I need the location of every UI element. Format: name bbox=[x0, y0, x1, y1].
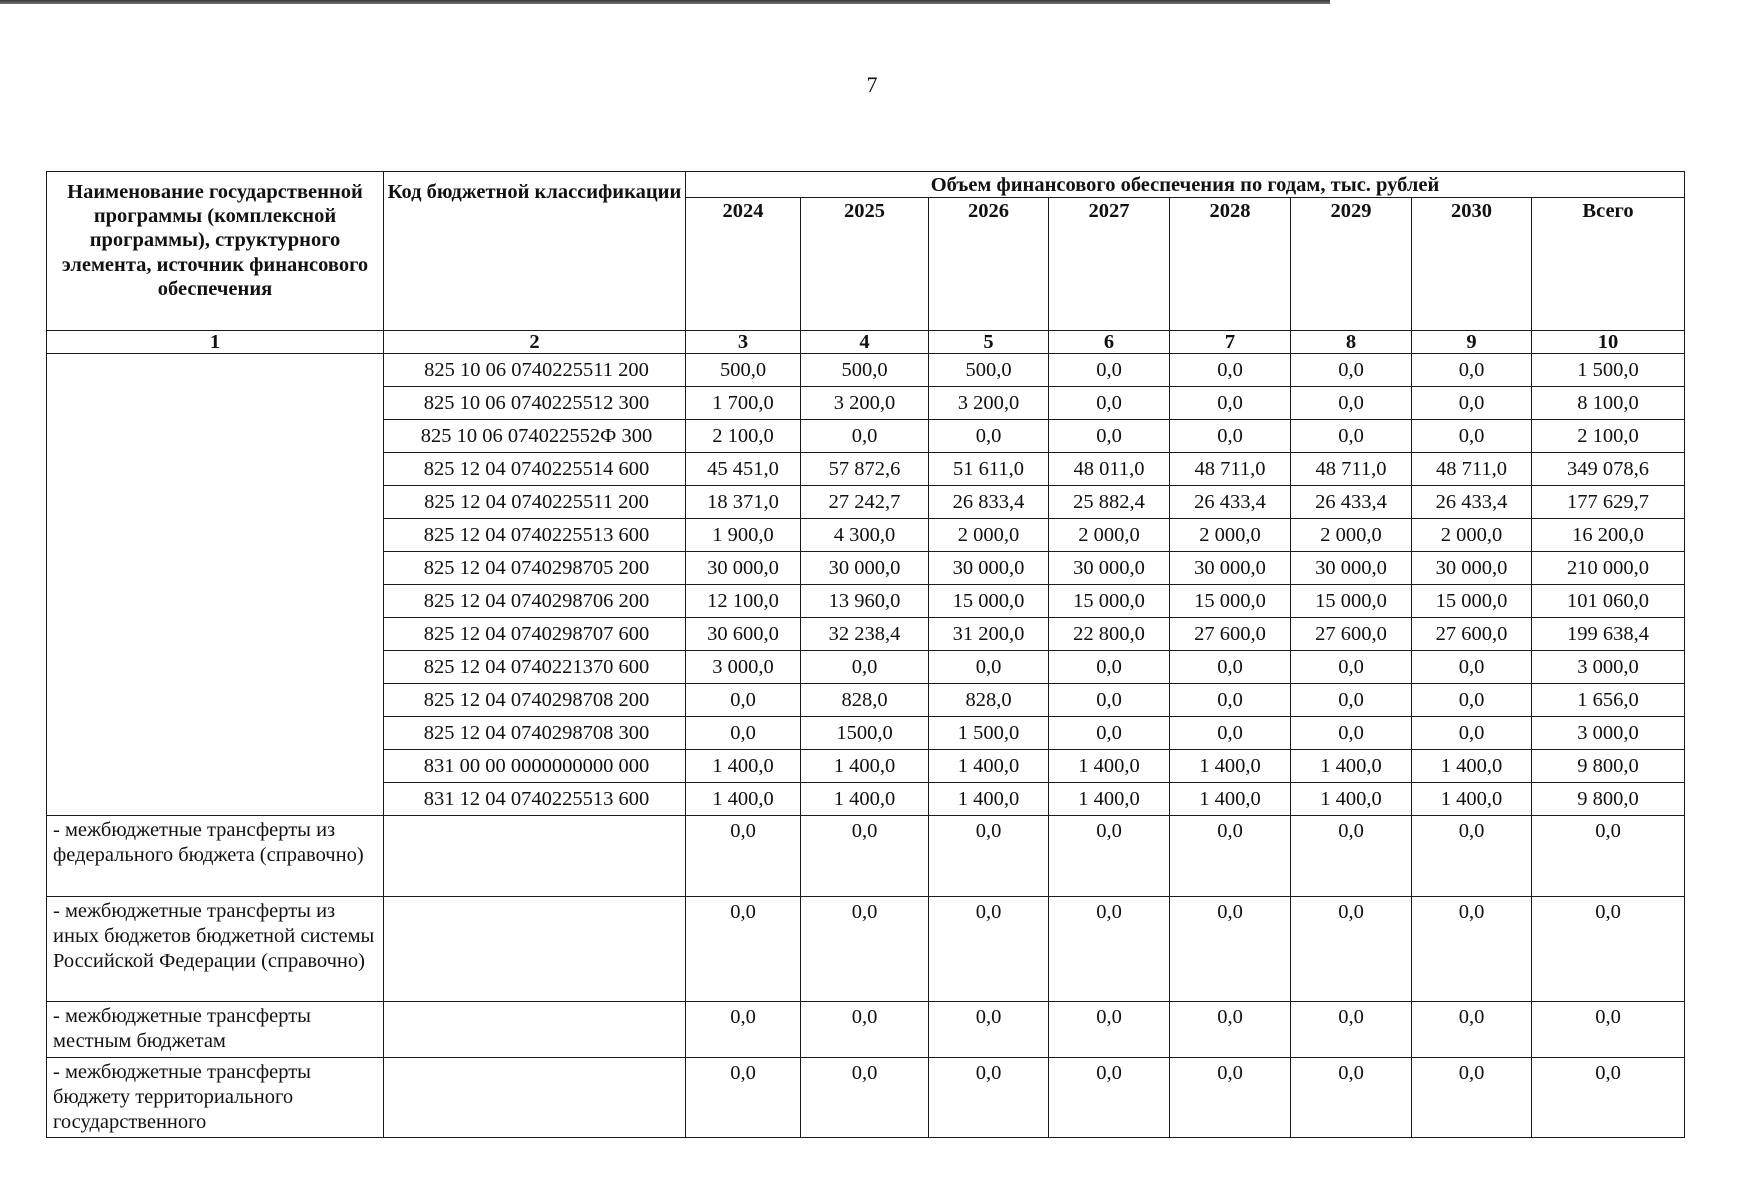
budget-code-cell: 831 12 04 0740225513 600 bbox=[384, 782, 686, 815]
total-value-cell: 1 500,0 bbox=[1532, 353, 1685, 386]
year-value-cell: 1 400,0 bbox=[801, 782, 929, 815]
budget-code-cell: 825 10 06 074022552Ф 300 bbox=[384, 419, 686, 452]
budget-code-cell bbox=[384, 896, 686, 1001]
header-year: 2027 bbox=[1049, 197, 1170, 330]
year-value-cell: 0,0 bbox=[1049, 1057, 1170, 1137]
transfer-row bbox=[47, 1057, 1685, 1137]
year-value-cell: 51 611,0 bbox=[929, 452, 1049, 485]
year-value-cell: 0,0 bbox=[1412, 1001, 1532, 1057]
year-value-cell: 0,0 bbox=[1291, 353, 1412, 386]
year-value-cell: 0,0 bbox=[1049, 386, 1170, 419]
budget-code-cell: 825 12 04 0740298707 600 bbox=[384, 617, 686, 650]
year-value-cell: 0,0 bbox=[929, 896, 1049, 1001]
year-value-cell: 0,0 bbox=[1170, 896, 1291, 1001]
budget-code-cell bbox=[384, 1001, 686, 1057]
year-value-cell: 1 400,0 bbox=[1170, 782, 1291, 815]
year-value-cell: 0,0 bbox=[1170, 650, 1291, 683]
year-value-cell: 1 400,0 bbox=[1049, 782, 1170, 815]
year-value-cell: 13 960,0 bbox=[801, 584, 929, 617]
year-value-cell: 27 600,0 bbox=[1170, 617, 1291, 650]
page-number: 7 bbox=[866, 72, 878, 97]
column-number: 6 bbox=[1049, 330, 1170, 353]
total-value-cell: 0,0 bbox=[1532, 896, 1685, 1001]
year-value-cell: 0,0 bbox=[1412, 386, 1532, 419]
year-value-cell: 1 400,0 bbox=[1291, 749, 1412, 782]
year-value-cell: 0,0 bbox=[686, 815, 801, 896]
total-value-cell: 3 000,0 bbox=[1532, 716, 1685, 749]
total-value-cell: 9 800,0 bbox=[1532, 782, 1685, 815]
year-value-cell: 1 400,0 bbox=[1170, 749, 1291, 782]
year-value-cell: 0,0 bbox=[686, 896, 801, 1001]
header-code-column: Код бюджетной классификации bbox=[384, 172, 686, 331]
year-value-cell: 0,0 bbox=[1291, 815, 1412, 896]
year-value-cell: 1 500,0 bbox=[929, 716, 1049, 749]
year-value-cell: 0,0 bbox=[1049, 716, 1170, 749]
budget-code-cell: 825 12 04 0740225514 600 bbox=[384, 452, 686, 485]
year-value-cell: 1 400,0 bbox=[686, 749, 801, 782]
column-number: 10 bbox=[1532, 330, 1685, 353]
year-value-cell: 0,0 bbox=[1170, 386, 1291, 419]
column-number: 2 bbox=[384, 330, 686, 353]
year-value-cell: 0,0 bbox=[1170, 353, 1291, 386]
column-number: 7 bbox=[1170, 330, 1291, 353]
year-value-cell: 1 400,0 bbox=[1412, 782, 1532, 815]
year-value-cell: 57 872,6 bbox=[801, 452, 929, 485]
year-value-cell: 0,0 bbox=[1291, 419, 1412, 452]
header-year: 2029 bbox=[1291, 197, 1412, 330]
year-value-cell: 1 400,0 bbox=[1412, 749, 1532, 782]
year-value-cell: 30 000,0 bbox=[1170, 551, 1291, 584]
year-value-cell: 12 100,0 bbox=[686, 584, 801, 617]
column-number: 8 bbox=[1291, 330, 1412, 353]
year-value-cell: 1 400,0 bbox=[1291, 782, 1412, 815]
year-value-cell: 0,0 bbox=[1412, 896, 1532, 1001]
budget-code-cell: 825 12 04 0740225513 600 bbox=[384, 518, 686, 551]
year-value-cell: 0,0 bbox=[1291, 1001, 1412, 1057]
year-value-cell: 0,0 bbox=[929, 1001, 1049, 1057]
year-value-cell: 0,0 bbox=[1049, 419, 1170, 452]
budget-code-cell: 825 10 06 0740225512 300 bbox=[384, 386, 686, 419]
funding-source-name: - межбюджетные трансферты местным бюджетам bbox=[47, 1001, 384, 1057]
year-value-cell: 3 200,0 bbox=[801, 386, 929, 419]
transfer-row bbox=[47, 1001, 1685, 1057]
year-value-cell: 15 000,0 bbox=[1412, 584, 1532, 617]
total-value-cell: 0,0 bbox=[1532, 1001, 1685, 1057]
year-value-cell: 15 000,0 bbox=[1291, 584, 1412, 617]
year-value-cell: 1 400,0 bbox=[686, 782, 801, 815]
year-value-cell: 0,0 bbox=[801, 1001, 929, 1057]
year-value-cell: 15 000,0 bbox=[1049, 584, 1170, 617]
total-value-cell: 0,0 bbox=[1532, 1057, 1685, 1137]
budget-code-cell: 831 00 00 0000000000 000 bbox=[384, 749, 686, 782]
year-value-cell: 0,0 bbox=[929, 815, 1049, 896]
year-value-cell: 3 000,0 bbox=[686, 650, 801, 683]
year-value-cell: 0,0 bbox=[801, 896, 929, 1001]
column-number: 3 bbox=[686, 330, 801, 353]
column-number: 9 bbox=[1412, 330, 1532, 353]
year-value-cell: 2 000,0 bbox=[1412, 518, 1532, 551]
total-value-cell: 16 200,0 bbox=[1532, 518, 1685, 551]
year-value-cell: 3 200,0 bbox=[929, 386, 1049, 419]
transfer-row bbox=[47, 815, 1685, 896]
year-value-cell: 18 371,0 bbox=[686, 485, 801, 518]
year-value-cell: 30 000,0 bbox=[801, 551, 929, 584]
column-number: 4 bbox=[801, 330, 929, 353]
year-value-cell: 0,0 bbox=[686, 683, 801, 716]
year-value-cell: 0,0 bbox=[1049, 683, 1170, 716]
budget-code-cell: 825 12 04 0740225511 200 bbox=[384, 485, 686, 518]
budget-code-cell bbox=[384, 815, 686, 896]
year-value-cell: 0,0 bbox=[1412, 1057, 1532, 1137]
budget-code-cell: 825 12 04 0740298706 200 bbox=[384, 584, 686, 617]
year-value-cell: 0,0 bbox=[686, 1001, 801, 1057]
year-value-cell: 0,0 bbox=[1412, 353, 1532, 386]
year-value-cell: 0,0 bbox=[1291, 896, 1412, 1001]
header-name-column: Наименование государственной программы (комплексной программы), структурного элемента, источник финансового обеспечения bbox=[47, 172, 384, 331]
total-value-cell: 349 078,6 bbox=[1532, 452, 1685, 485]
budget-code-cell: 825 12 04 0740298705 200 bbox=[384, 551, 686, 584]
year-value-cell: 30 600,0 bbox=[686, 617, 801, 650]
year-value-cell: 26 433,4 bbox=[1291, 485, 1412, 518]
header-year: 2030 bbox=[1412, 197, 1532, 330]
year-value-cell: 0,0 bbox=[1170, 1057, 1291, 1137]
year-value-cell: 828,0 bbox=[801, 683, 929, 716]
year-value-cell: 30 000,0 bbox=[1291, 551, 1412, 584]
year-value-cell: 0,0 bbox=[1170, 716, 1291, 749]
year-value-cell: 0,0 bbox=[801, 419, 929, 452]
year-value-cell: 1 400,0 bbox=[1049, 749, 1170, 782]
year-value-cell: 0,0 bbox=[1412, 419, 1532, 452]
year-value-cell: 48 711,0 bbox=[1170, 452, 1291, 485]
year-value-cell: 2 000,0 bbox=[1291, 518, 1412, 551]
year-value-cell: 0,0 bbox=[1412, 815, 1532, 896]
year-value-cell: 30 000,0 bbox=[1049, 551, 1170, 584]
scan-top-rule bbox=[0, 0, 1330, 4]
budget-code-cell: 825 12 04 0740298708 300 bbox=[384, 716, 686, 749]
header-volume-group: Объем финансового обеспечения по годам, тыс. рублей bbox=[686, 172, 1685, 198]
year-value-cell: 15 000,0 bbox=[929, 584, 1049, 617]
year-value-cell: 0,0 bbox=[1412, 716, 1532, 749]
year-value-cell: 0,0 bbox=[929, 419, 1049, 452]
total-value-cell: 2 100,0 bbox=[1532, 419, 1685, 452]
year-value-cell: 30 000,0 bbox=[686, 551, 801, 584]
year-value-cell: 30 000,0 bbox=[1412, 551, 1532, 584]
year-value-cell: 2 000,0 bbox=[1049, 518, 1170, 551]
header-total: Всего bbox=[1532, 197, 1685, 330]
budget-code-cell bbox=[384, 1057, 686, 1137]
year-value-cell: 27 242,7 bbox=[801, 485, 929, 518]
year-value-cell: 48 011,0 bbox=[1049, 452, 1170, 485]
year-value-cell: 500,0 bbox=[686, 353, 801, 386]
year-value-cell: 0,0 bbox=[1170, 683, 1291, 716]
funding-source-name: - межбюджетные трансферты из иных бюджетов бюджетной системы Российской Федерации (справочно) bbox=[47, 896, 384, 1001]
year-value-cell: 1 400,0 bbox=[929, 749, 1049, 782]
program-name-cell bbox=[47, 353, 384, 815]
year-value-cell: 0,0 bbox=[1049, 896, 1170, 1001]
budget-code-cell: 825 12 04 0740221370 600 bbox=[384, 650, 686, 683]
year-value-cell: 26 833,4 bbox=[929, 485, 1049, 518]
funding-source-name: - межбюджетные трансферты бюджету территориального государственного bbox=[47, 1057, 384, 1137]
total-value-cell: 199 638,4 bbox=[1532, 617, 1685, 650]
year-value-cell: 0,0 bbox=[686, 1057, 801, 1137]
total-value-cell: 3 000,0 bbox=[1532, 650, 1685, 683]
year-value-cell: 0,0 bbox=[1170, 1001, 1291, 1057]
header-year: 2025 bbox=[801, 197, 929, 330]
year-value-cell: 500,0 bbox=[801, 353, 929, 386]
year-value-cell: 32 238,4 bbox=[801, 617, 929, 650]
table-row bbox=[47, 353, 1685, 386]
year-value-cell: 0,0 bbox=[1291, 386, 1412, 419]
column-number: 5 bbox=[929, 330, 1049, 353]
year-value-cell: 0,0 bbox=[1049, 815, 1170, 896]
total-value-cell: 101 060,0 bbox=[1532, 584, 1685, 617]
year-value-cell: 1 700,0 bbox=[686, 386, 801, 419]
year-value-cell: 0,0 bbox=[1049, 650, 1170, 683]
budget-code-cell: 825 10 06 0740225511 200 bbox=[384, 353, 686, 386]
header-year: 2026 bbox=[929, 197, 1049, 330]
year-value-cell: 0,0 bbox=[929, 1057, 1049, 1137]
header-year: 2024 bbox=[686, 197, 801, 330]
year-value-cell: 0,0 bbox=[686, 716, 801, 749]
year-value-cell: 31 200,0 bbox=[929, 617, 1049, 650]
funding-source-name: - межбюджетные трансферты из федерального бюджета (справочно) bbox=[47, 815, 384, 896]
budget-code-cell: 825 12 04 0740298708 200 bbox=[384, 683, 686, 716]
year-value-cell: 0,0 bbox=[929, 650, 1049, 683]
year-value-cell: 2 000,0 bbox=[929, 518, 1049, 551]
year-value-cell: 48 711,0 bbox=[1412, 452, 1532, 485]
year-value-cell: 0,0 bbox=[801, 650, 929, 683]
year-value-cell: 0,0 bbox=[1291, 1057, 1412, 1137]
year-value-cell: 22 800,0 bbox=[1049, 617, 1170, 650]
year-value-cell: 0,0 bbox=[1291, 716, 1412, 749]
year-value-cell: 2 100,0 bbox=[686, 419, 801, 452]
year-value-cell: 1 400,0 bbox=[929, 782, 1049, 815]
year-value-cell: 0,0 bbox=[1049, 1001, 1170, 1057]
year-value-cell: 0,0 bbox=[1170, 815, 1291, 896]
total-value-cell: 9 800,0 bbox=[1532, 749, 1685, 782]
year-value-cell: 1 900,0 bbox=[686, 518, 801, 551]
year-value-cell: 0,0 bbox=[1170, 419, 1291, 452]
year-value-cell: 0,0 bbox=[1291, 650, 1412, 683]
year-value-cell: 48 711,0 bbox=[1291, 452, 1412, 485]
year-value-cell: 26 433,4 bbox=[1170, 485, 1291, 518]
total-value-cell: 1 656,0 bbox=[1532, 683, 1685, 716]
year-value-cell: 15 000,0 bbox=[1170, 584, 1291, 617]
year-value-cell: 2 000,0 bbox=[1170, 518, 1291, 551]
year-value-cell: 828,0 bbox=[929, 683, 1049, 716]
total-value-cell: 210 000,0 bbox=[1532, 551, 1685, 584]
year-value-cell: 4 300,0 bbox=[801, 518, 929, 551]
year-value-cell: 26 433,4 bbox=[1412, 485, 1532, 518]
year-value-cell: 27 600,0 bbox=[1291, 617, 1412, 650]
year-value-cell: 27 600,0 bbox=[1412, 617, 1532, 650]
year-value-cell: 0,0 bbox=[1412, 683, 1532, 716]
year-value-cell: 0,0 bbox=[1049, 353, 1170, 386]
year-value-cell: 0,0 bbox=[801, 815, 929, 896]
year-value-cell: 0,0 bbox=[1412, 650, 1532, 683]
year-value-cell: 0,0 bbox=[1291, 683, 1412, 716]
year-value-cell: 500,0 bbox=[929, 353, 1049, 386]
year-value-cell: 1 400,0 bbox=[801, 749, 929, 782]
year-value-cell: 30 000,0 bbox=[929, 551, 1049, 584]
year-value-cell: 1500,0 bbox=[801, 716, 929, 749]
year-value-cell: 25 882,4 bbox=[1049, 485, 1170, 518]
transfer-row bbox=[47, 896, 1685, 1001]
budget-table bbox=[46, 171, 1685, 1138]
total-value-cell: 177 629,7 bbox=[1532, 485, 1685, 518]
year-value-cell: 45 451,0 bbox=[686, 452, 801, 485]
year-value-cell: 0,0 bbox=[801, 1057, 929, 1137]
total-value-cell: 8 100,0 bbox=[1532, 386, 1685, 419]
column-number: 1 bbox=[47, 330, 384, 353]
header-year: 2028 bbox=[1170, 197, 1291, 330]
total-value-cell: 0,0 bbox=[1532, 815, 1685, 896]
